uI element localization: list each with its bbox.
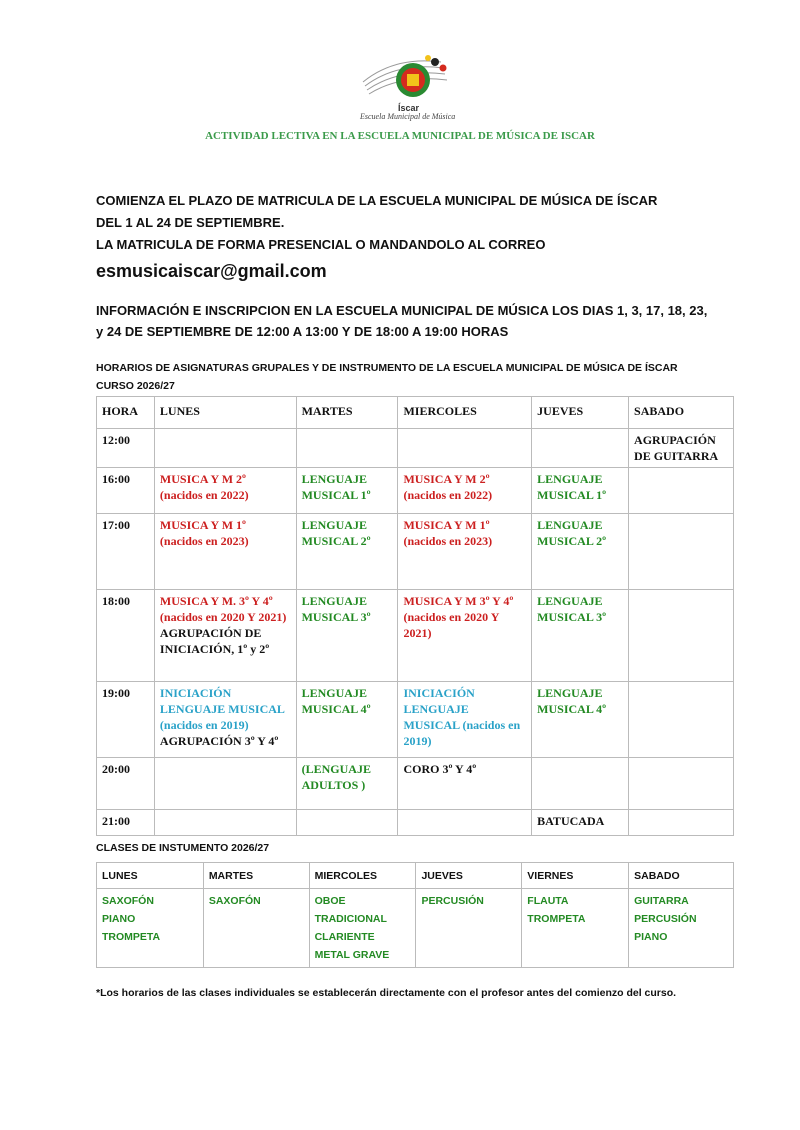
schedule-cell-jueves [532,468,629,514]
class-entry: MUSICA Y M 1º [159,518,246,532]
schedule-hour-cell: 17:00 [97,514,155,590]
schedule-header-cell: SABADO [629,397,734,429]
intro-block [96,190,776,286]
schedule-hour-cell: 21:00 [97,810,155,836]
instrument-header-row [97,863,734,889]
schedule-row [97,514,734,590]
class-entry: INICIACIÓN LENGUAJE MUSICAL (nacidos en 2019) [159,686,285,732]
class-entry: MUSICA Y M 2º [159,472,246,486]
schedule-cell-miercoles [398,810,532,836]
class-entry: MUSICA Y M 2º [403,472,490,486]
class-entry: AGRUPACIÓN DE INICIACIÓN, 1º y 2º [159,626,270,656]
schedule-cell-lunes [154,514,296,590]
logo-name: Íscar [398,103,420,113]
header-title: ACTIVIDAD LECTIVA EN LA ESCUELA MUNICIPAL DE MÚSICA DE ISCAR [205,130,595,142]
instrument-table [96,862,734,968]
class-entry: INICIACIÓN LENGUAJE MUSICAL (nacidos en 2019) [403,686,521,748]
intro-line: LA MATRICULA DE FORMA PRESENCIAL O MANDANDOLO AL CORREO [96,237,546,252]
instrument-row [97,889,734,968]
schedule-cell-jueves [532,810,629,836]
schedule-cell-miercoles [398,682,532,758]
instrument-cell [416,889,522,968]
schedule-cell-sabado [629,429,734,468]
schedule-row [97,590,734,682]
schedule-cell-lunes [154,810,296,836]
instrument-name: CLARIENTE [314,931,375,943]
schedule-cell-sabado [629,682,734,758]
instrument-cell [309,889,416,968]
schedule-header-cell: HORA [97,397,155,429]
schedule-row [97,758,734,810]
instrument-name: SAXOFÓN [102,895,154,907]
schedule-cell-lunes [154,429,296,468]
class-entry: BATUCADA [537,814,605,828]
class-entry: LENGUAJE MUSICAL 4º [537,686,607,716]
instrument-cell [203,889,309,968]
instrument-caption: CLASES DE INSTUMENTO 2026/27 [96,842,270,854]
class-entry: LENGUAJE MUSICAL 1º [301,472,371,502]
schedule-cell-miercoles [398,758,532,810]
instrument-name: TROMPETA [527,913,586,925]
schedule-cell-lunes [154,758,296,810]
instrument-name: PERCUSIÓN [421,895,484,907]
info-line: INFORMACIÓN E INSCRIPCION EN LA ESCUELA MUNICIPAL DE MÚSICA LOS DIAS 1, 3, 17, 18, 23, [96,303,708,318]
schedule-header-cell: MARTES [296,397,398,429]
class-entry: (nacidos en 2023) [159,534,249,548]
class-entry: AGRUPACIÓN 3º Y 4º [159,734,279,748]
class-entry: (nacidos en 2022) [159,488,249,502]
instrument-name: PIANO [634,931,668,943]
schedule-cell-miercoles [398,468,532,514]
class-entry: LENGUAJE MUSICAL 3º [537,594,607,624]
schedule-cell-martes [296,514,398,590]
instrument-name: METAL GRAVE [314,949,390,961]
schedule-hour-cell: 19:00 [97,682,155,758]
group-schedule-table [96,396,734,836]
schedule-header-cell: MIERCOLES [398,397,532,429]
instrument-cell [629,889,734,968]
class-entry: MUSICA Y M 1º [403,518,490,532]
instrument-name: FLAUTA [527,895,569,907]
instrument-name: PIANO [102,913,136,925]
instrument-header-cell: SABADO [629,863,734,889]
schedule-caption [96,359,776,395]
schedule-cell-lunes [154,682,296,758]
instrument-cell [522,889,629,968]
schedule-caption-title: HORARIOS DE ASIGNATURAS GRUPALES Y DE INSTRUMENTO DE LA ESCUELA MUNICIPAL DE MÚSICA DE ÍSCAR [96,362,678,374]
instrument-name: OBOE [314,895,346,907]
instrument-header-cell: MIERCOLES [309,863,416,889]
instrument-header-cell: JUEVES [416,863,522,889]
schedule-cell-martes [296,429,398,468]
instrument-name: PERCUSIÓN [634,913,697,925]
schedule-caption-course: CURSO 2026/27 [96,380,175,392]
class-entry: LENGUAJE MUSICAL 4º [301,686,371,716]
schedule-cell-martes [296,810,398,836]
schedule-cell-jueves [532,682,629,758]
schedule-cell-lunes [154,590,296,682]
instrument-name: TRADICIONAL [314,913,387,925]
schedule-cell-martes [296,590,398,682]
info-line: y 24 DE SEPTIEMBRE DE 12:00 A 13:00 Y DE 18:00 A 19:00 HORAS [96,324,509,339]
schedule-cell-jueves [532,429,629,468]
schedule-hour-cell: 12:00 [97,429,155,468]
schedule-cell-miercoles [398,429,532,468]
schedule-cell-sabado [629,514,734,590]
schedule-hour-cell: 16:00 [97,468,155,514]
schedule-cell-sabado [629,468,734,514]
intro-line: DEL 1 AL 24 DE SEPTIEMBRE. [96,215,285,230]
class-entry: CORO 3º Y 4º [403,762,477,776]
class-entry: MUSICA Y M 3º Y 4º (nacidos en 2020 Y 2021) [403,594,514,640]
instrument-header-cell: MARTES [203,863,309,889]
instrument-name: TROMPETA [102,931,161,943]
schedule-cell-martes [296,468,398,514]
schedule-hour-cell: 18:00 [97,590,155,682]
schedule-row [97,682,734,758]
schedule-cell-jueves [532,758,629,810]
schedule-cell-jueves [532,514,629,590]
schedule-row [97,810,734,836]
schedule-header-cell: JUEVES [532,397,629,429]
schedule-row [97,429,734,468]
class-entry: LENGUAJE MUSICAL 2º [301,518,371,548]
instrument-name: GUITARRA [634,895,689,907]
schedule-cell-sabado [629,758,734,810]
class-entry: LENGUAJE MUSICAL 2º [537,518,607,548]
class-entry: LENGUAJE MUSICAL 1º [537,472,607,502]
schedule-row [97,468,734,514]
schedule-cell-sabado [629,590,734,682]
class-entry: LENGUAJE MUSICAL 3º [301,594,371,624]
instrument-header-cell: VIERNES [522,863,629,889]
class-entry: (nacidos en 2023) [403,534,493,548]
schedule-cell-lunes [154,468,296,514]
logo-subtitle: Escuela Municipal de Música [360,112,456,121]
instrument-cell [97,889,204,968]
instrument-name: SAXOFÓN [208,895,261,907]
schedule-hour-cell: 20:00 [97,758,155,810]
footnote: *Los horarios de las clases individuales se establecerán directamente con el profesor antes del comienzo del curso. [96,987,677,999]
schedule-header-row [97,397,734,429]
email-link[interactable]: esmusicaiscar@gmail.com [96,261,327,281]
schedule-cell-miercoles [398,514,532,590]
intro-line: COMIENZA EL PLAZO DE MATRICULA DE LA ESCUELA MUNICIPAL DE MÚSICA DE ÍSCAR [96,193,658,208]
schedule-cell-martes [296,758,398,810]
schedule-cell-jueves [532,590,629,682]
class-entry: (LENGUAJE ADULTOS ) [301,762,371,792]
schedule-cell-miercoles [398,590,532,682]
schedule-cell-sabado [629,810,734,836]
class-entry: (nacidos en 2022) [403,488,493,502]
schedule-cell-martes [296,682,398,758]
class-entry: AGRUPACIÓN DE GUITARRA [634,433,719,463]
instrument-header-cell: LUNES [97,863,204,889]
schedule-header-cell: LUNES [154,397,296,429]
class-entry: MUSICA Y M. 3º Y 4º (nacidos en 2020 Y 2021) [159,594,287,624]
info-block [96,300,776,342]
